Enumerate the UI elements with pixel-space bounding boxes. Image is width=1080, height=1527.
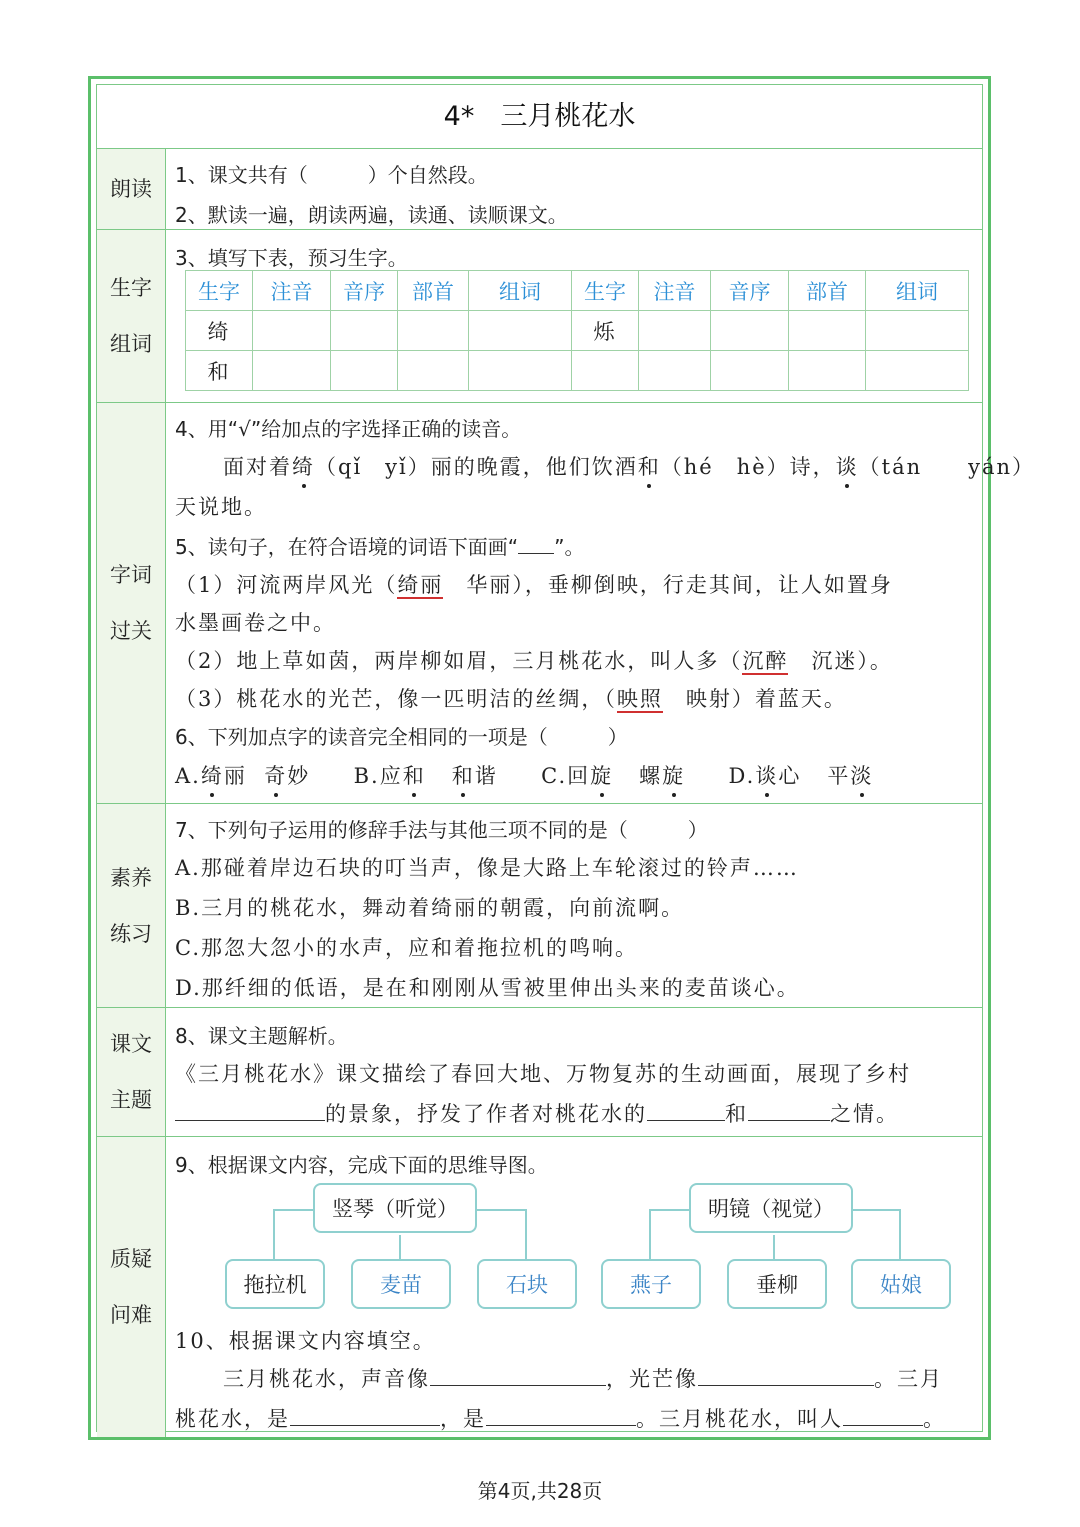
table-cell[interactable] xyxy=(469,351,572,391)
section-vocabulary xyxy=(97,403,1036,804)
option-underlined[interactable]: 沉醉 xyxy=(742,649,789,673)
answer-blank[interactable] xyxy=(486,1405,636,1426)
question-3: 3、填写下表，预习生字。 xyxy=(175,246,408,270)
mind-map-node: 麦苗 xyxy=(351,1259,451,1309)
table-cell[interactable] xyxy=(331,311,398,351)
lesson-title: 三月桃花水 xyxy=(500,101,636,132)
question-9: 9、根据课文内容，完成下面的思维导图。 xyxy=(175,1153,548,1177)
table-cell[interactable] xyxy=(711,351,789,391)
section-label-characters: 生字 组词 xyxy=(97,230,166,402)
option-c[interactable]: C.那忽大忽小的水声，应和着拖拉机的鸣响。 xyxy=(175,936,638,960)
mind-map-node: 姑娘 xyxy=(851,1259,951,1309)
mind-map-node: 垂柳 xyxy=(727,1259,827,1309)
mind-map-node: 拖拉机 xyxy=(225,1259,325,1309)
lesson-number: 4* xyxy=(443,101,475,132)
question-6-options: A.绮丽 奇妙 B.应和 和谐 C.回旋 螺旋 D.谈心 平淡 xyxy=(175,764,874,788)
section-label-theme: 课文 主题 xyxy=(97,1008,166,1136)
table-header: 组词 xyxy=(866,271,969,311)
section-characters xyxy=(97,230,982,403)
answer-blank[interactable] xyxy=(698,1365,874,1386)
table-cell[interactable] xyxy=(469,311,572,351)
table-header: 生字 xyxy=(186,271,253,311)
question-10-line1: 三月桃花水，声音像 ，光芒像 。三月 xyxy=(223,1367,943,1391)
table-cell: 绮 xyxy=(186,311,253,351)
section-label-practice: 素养 练习 xyxy=(97,804,166,1007)
table-row xyxy=(186,311,969,351)
answer-blank[interactable] xyxy=(518,533,554,554)
table-header: 组词 xyxy=(469,271,572,311)
section-practice xyxy=(97,804,982,1008)
mind-map-node: 石块 xyxy=(477,1259,577,1309)
question-5-3: （3）桃花水的光芒，像一匹明洁的丝绸，（映照 映射）着蓝天。 xyxy=(175,687,847,711)
option-b[interactable]: B.三月的桃花水，舞动着绮丽的朝霞，向前流啊。 xyxy=(175,896,685,920)
table-cell: 烁 xyxy=(572,311,639,351)
table-cell[interactable] xyxy=(253,311,331,351)
section-label-reading: 朗读 xyxy=(97,149,166,229)
page-title xyxy=(97,85,982,149)
answer-blank[interactable] xyxy=(748,1100,830,1121)
table-cell[interactable] xyxy=(866,311,969,351)
question-5-2: （2）地上草如茵，两岸柳如眉，三月桃花水，叫人多（沉醉 沉迷）。 xyxy=(175,649,893,673)
worksheet-frame xyxy=(88,76,1036,1440)
section-reading xyxy=(97,149,982,230)
table-cell: 和 xyxy=(186,351,253,391)
table-cell[interactable] xyxy=(789,351,866,391)
table-header: 注音 xyxy=(253,271,331,311)
table-cell[interactable] xyxy=(639,351,711,391)
question-8: 8、课文主题解析。 xyxy=(175,1024,348,1048)
answer-blank[interactable] xyxy=(290,1405,440,1426)
table-header: 注音 xyxy=(639,271,711,311)
table-cell[interactable] xyxy=(711,311,789,351)
question-7: 7、下列句子运用的修辞手法与其他三项不同的是（ ） xyxy=(175,818,708,842)
mind-map-left-root: 竖琴（听觉） xyxy=(313,1183,477,1233)
page-footer: 第4页,共28页 xyxy=(477,1479,603,1503)
table-header: 部首 xyxy=(789,271,866,311)
question-4-sentence: 面对着绮（qǐ yǐ）丽的晚霞，他们饮酒和（hé hè）诗，谈（tán yán） xyxy=(223,455,1036,479)
section-label-questions: 质疑 问难 xyxy=(97,1137,166,1437)
option-underlined[interactable]: 绮丽 xyxy=(397,573,444,597)
table-header: 生字 xyxy=(572,271,639,311)
question-1: 1、课文共有（ ）个自然段。 xyxy=(175,163,488,187)
question-2: 2、默读一遍，朗读两遍，读通、读顺课文。 xyxy=(175,203,568,227)
question-6: 6、下列加点字的读音完全相同的一项是（ ） xyxy=(175,725,628,749)
answer-blank[interactable] xyxy=(647,1100,725,1121)
mind-map-node: 燕子 xyxy=(601,1259,701,1309)
table-cell[interactable] xyxy=(253,351,331,391)
table-cell[interactable] xyxy=(789,311,866,351)
option-a[interactable]: A.那碰着岸边石块的叮当声，像是大路上车轮滚过的铃声…… xyxy=(175,856,799,880)
character-table xyxy=(185,270,969,391)
table-header: 部首 xyxy=(398,271,469,311)
question-5-1: （1）河流两岸风光（绮丽 华丽），垂柳倒映，行走其间，让人如置身 xyxy=(175,573,893,597)
option-d[interactable]: D.那纤细的低语，是在和刚刚从雪被里伸出头来的麦苗谈心。 xyxy=(175,976,800,1000)
question-8-line2: 的景象，抒发了作者对桃花水的 和 之情。 xyxy=(175,1098,899,1128)
answer-blank[interactable] xyxy=(843,1405,923,1426)
table-row xyxy=(186,351,969,391)
question-10-line2: 桃花水，是 ，是 。三月桃花水，叫人 。 xyxy=(175,1407,946,1431)
table-header-row xyxy=(186,271,969,311)
table-cell[interactable] xyxy=(866,351,969,391)
answer-blank[interactable] xyxy=(175,1100,325,1121)
table-cell xyxy=(572,351,639,391)
table-cell[interactable] xyxy=(398,351,469,391)
question-8-line1: 《三月桃花水》课文描绘了春回大地、万物复苏的生动画面，展现了乡村 xyxy=(175,1062,911,1086)
question-4-sentence-end: 天说地。 xyxy=(175,495,267,519)
section-questions xyxy=(97,1137,982,1437)
question-10: 10、根据课文内容填空。 xyxy=(175,1329,436,1353)
question-4: 4、用“√”给加点的字选择正确的读音。 xyxy=(175,417,522,441)
table-cell[interactable] xyxy=(639,311,711,351)
question-5: 5、读句子，在符合语境的词语下面画“ ”。 xyxy=(175,535,585,559)
table-cell[interactable] xyxy=(398,311,469,351)
table-header: 音序 xyxy=(331,271,398,311)
answer-blank[interactable] xyxy=(430,1365,606,1386)
table-header: 音序 xyxy=(711,271,789,311)
table-cell[interactable] xyxy=(331,351,398,391)
section-theme xyxy=(97,1008,982,1137)
mind-map-right-root: 明镜（视觉） xyxy=(689,1183,853,1233)
option-underlined[interactable]: 映照 xyxy=(616,687,663,711)
worksheet-inner xyxy=(96,84,1036,1432)
section-label-vocabulary: 字词 过关 xyxy=(97,403,166,803)
question-5-1-cont: 水墨画卷之中。 xyxy=(175,611,336,635)
